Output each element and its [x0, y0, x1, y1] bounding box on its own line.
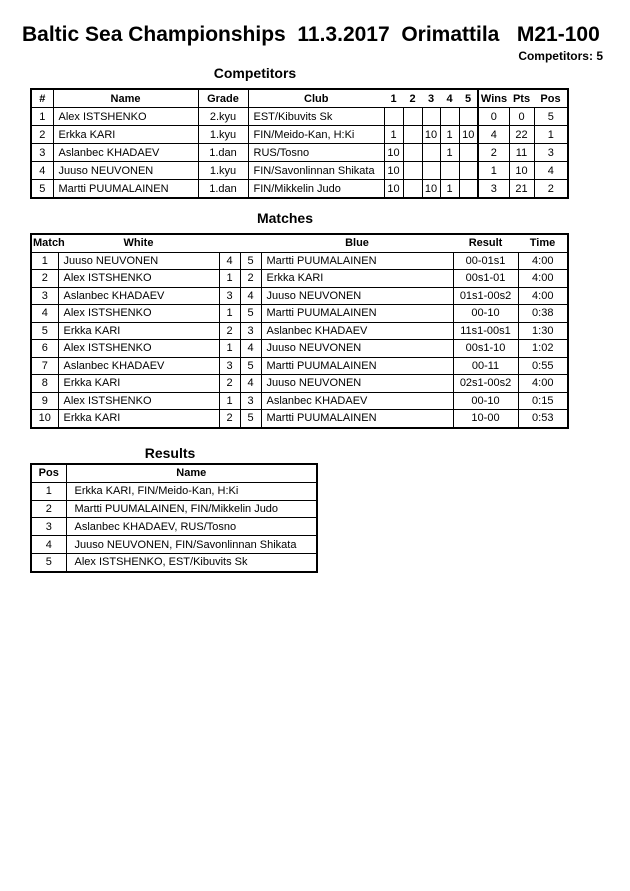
- competitor-num: 5: [31, 180, 53, 199]
- match-time: 1:02: [518, 340, 568, 358]
- competitor-score-4: 1: [440, 126, 459, 144]
- match-white-num: 3: [219, 287, 240, 305]
- match-row: [31, 287, 568, 305]
- match-row: [31, 270, 568, 288]
- results-body: [31, 482, 317, 571]
- competitor-pos: 1: [534, 126, 568, 144]
- match-result: 00-01s1: [453, 252, 518, 270]
- competitor-score-4: 1: [440, 144, 459, 162]
- match-row: [31, 322, 568, 340]
- match-result: 00-11: [453, 357, 518, 375]
- match-blue-num: 5: [240, 305, 261, 323]
- matches-col-blue: Blue: [261, 234, 453, 252]
- match-result: 11s1-00s1: [453, 322, 518, 340]
- result-pos: 5: [31, 553, 66, 571]
- match-number: 3: [31, 287, 58, 305]
- match-time: 0:55: [518, 357, 568, 375]
- match-white-name: Alex ISTSHENKO: [58, 392, 219, 410]
- match-result: 10-00: [453, 410, 518, 428]
- match-white-num: 2: [219, 375, 240, 393]
- match-white-name: Juuso NEUVONEN: [58, 252, 219, 270]
- competitors-col-r4: 4: [440, 89, 459, 108]
- match-number: 5: [31, 322, 58, 340]
- match-row: [31, 410, 568, 428]
- match-row: [31, 340, 568, 358]
- competitors-header-row: [31, 89, 568, 108]
- competitor-wins: 1: [478, 162, 509, 180]
- page-title: Baltic Sea Championships 11.3.2017 Orimattila M21-100: [22, 23, 600, 46]
- competitor-grade: 1.kyu: [198, 126, 248, 144]
- match-blue-num: 2: [240, 270, 261, 288]
- match-row: [31, 392, 568, 410]
- competitor-score-1: 10: [384, 180, 403, 199]
- match-white-num: 2: [219, 410, 240, 428]
- match-number: 7: [31, 357, 58, 375]
- matches-heading: Matches: [256, 210, 314, 226]
- results-table: [30, 463, 318, 573]
- match-white-num: 4: [219, 252, 240, 270]
- competitor-row: [31, 108, 568, 126]
- match-blue-name: Juuso NEUVONEN: [261, 375, 453, 393]
- competitor-score-5: 10: [459, 126, 478, 144]
- match-number: 10: [31, 410, 58, 428]
- match-white-num: 1: [219, 305, 240, 323]
- result-pos: 1: [31, 482, 66, 500]
- match-number: 6: [31, 340, 58, 358]
- competitor-score-4: [440, 108, 459, 126]
- competitor-score-3: 10: [422, 126, 440, 144]
- competitor-wins: 2: [478, 144, 509, 162]
- result-row: [31, 518, 317, 536]
- match-blue-num: 5: [240, 410, 261, 428]
- competitors-heading: Competitors: [213, 65, 297, 81]
- match-blue-num: 3: [240, 322, 261, 340]
- match-white-name: Alex ISTSHENKO: [58, 270, 219, 288]
- match-time: 0:53: [518, 410, 568, 428]
- competitor-row: [31, 180, 568, 199]
- competitor-score-3: [422, 162, 440, 180]
- competitor-grade: 2.kyu: [198, 108, 248, 126]
- competitor-name: Martti PUUMALAINEN: [53, 180, 198, 199]
- competitors-col-r5: 5: [459, 89, 478, 108]
- match-row: [31, 252, 568, 270]
- matches-col-white: White: [58, 234, 219, 252]
- competitor-score-1: [384, 108, 403, 126]
- match-number: 9: [31, 392, 58, 410]
- competitor-row: [31, 144, 568, 162]
- matches-header-row: [31, 234, 568, 252]
- competitor-score-2: [403, 126, 422, 144]
- competitor-pos: 5: [534, 108, 568, 126]
- competitors-table: [30, 88, 569, 199]
- competitors-col-r1: 1: [384, 89, 403, 108]
- competitor-grade: 1.dan: [198, 180, 248, 199]
- match-white-name: Erkka KARI: [58, 410, 219, 428]
- competitor-grade: 1.dan: [198, 144, 248, 162]
- competitor-name: Alex ISTSHENKO: [53, 108, 198, 126]
- result-row: [31, 500, 317, 518]
- matches-col-time: Time: [518, 234, 568, 252]
- competitor-name: Aslanbec KHADAEV: [53, 144, 198, 162]
- competitor-score-3: 10: [422, 180, 440, 199]
- competitor-score-5: [459, 108, 478, 126]
- match-number: 4: [31, 305, 58, 323]
- competitors-col-num: #: [31, 89, 53, 108]
- result-pos: 2: [31, 500, 66, 518]
- match-blue-num: 4: [240, 375, 261, 393]
- match-number: 1: [31, 252, 58, 270]
- competitor-score-1: 1: [384, 126, 403, 144]
- match-blue-num: 5: [240, 252, 261, 270]
- competitor-pos: 2: [534, 180, 568, 199]
- result-name: Aslanbec KHADAEV, RUS/Tosno: [66, 518, 317, 536]
- match-row: [31, 375, 568, 393]
- match-white-name: Alex ISTSHENKO: [58, 340, 219, 358]
- competitor-grade: 1.kyu: [198, 162, 248, 180]
- competitors-col-pos: Pos: [534, 89, 568, 108]
- match-time: 0:15: [518, 392, 568, 410]
- match-time: 4:00: [518, 287, 568, 305]
- competitor-pts: 10: [509, 162, 534, 180]
- competitors-count-label: Competitors: 5: [518, 49, 603, 63]
- result-pos: 3: [31, 518, 66, 536]
- match-result: 00-10: [453, 305, 518, 323]
- competitor-score-2: [403, 180, 422, 199]
- match-white-name: Erkka KARI: [58, 375, 219, 393]
- match-time: 4:00: [518, 375, 568, 393]
- match-blue-name: Martti PUUMALAINEN: [261, 305, 453, 323]
- competitor-pts: 22: [509, 126, 534, 144]
- competitor-row: [31, 162, 568, 180]
- match-blue-num: 3: [240, 392, 261, 410]
- competitor-wins: 0: [478, 108, 509, 126]
- competitors-col-r3: 3: [422, 89, 440, 108]
- match-white-name: Alex ISTSHENKO: [58, 305, 219, 323]
- competitor-score-3: [422, 144, 440, 162]
- competitor-name: Erkka KARI: [53, 126, 198, 144]
- match-time: 1:30: [518, 322, 568, 340]
- match-blue-name: Juuso NEUVONEN: [261, 287, 453, 305]
- match-blue-name: Aslanbec KHADAEV: [261, 392, 453, 410]
- competitors-col-club: Club: [248, 89, 384, 108]
- match-result: 00s1-10: [453, 340, 518, 358]
- competitor-club: EST/Kibuvits Sk: [248, 108, 384, 126]
- competitor-club: FIN/Mikkelin Judo: [248, 180, 384, 199]
- competitor-score-4: 1: [440, 180, 459, 199]
- match-blue-name: Martti PUUMALAINEN: [261, 252, 453, 270]
- match-number: 2: [31, 270, 58, 288]
- match-white-num: 1: [219, 392, 240, 410]
- matches-table: [30, 233, 569, 429]
- competitor-row: [31, 126, 568, 144]
- competitor-score-2: [403, 108, 422, 126]
- competitor-club: FIN/Savonlinnan Shikata: [248, 162, 384, 180]
- competitors-col-r2: 2: [403, 89, 422, 108]
- match-white-name: Erkka KARI: [58, 322, 219, 340]
- match-result: 01s1-00s2: [453, 287, 518, 305]
- result-row: [31, 482, 317, 500]
- competitor-wins: 4: [478, 126, 509, 144]
- competitor-club: FIN/Meido-Kan, H:Ki: [248, 126, 384, 144]
- matches-body: [31, 252, 568, 428]
- match-white-name: Aslanbec KHADAEV: [58, 357, 219, 375]
- match-number: 8: [31, 375, 58, 393]
- result-name: Juuso NEUVONEN, FIN/Savonlinnan Shikata: [66, 536, 317, 554]
- match-time: 0:38: [518, 305, 568, 323]
- competitor-score-1: 10: [384, 162, 403, 180]
- competitors-col-grade: Grade: [198, 89, 248, 108]
- result-name: Martti PUUMALAINEN, FIN/Mikkelin Judo: [66, 500, 317, 518]
- competitor-score-1: 10: [384, 144, 403, 162]
- matches-col-bnum: [240, 234, 261, 252]
- match-white-num: 2: [219, 322, 240, 340]
- match-row: [31, 305, 568, 323]
- competitor-wins: 3: [478, 180, 509, 199]
- match-result: 00s1-01: [453, 270, 518, 288]
- match-row: [31, 357, 568, 375]
- result-row: [31, 536, 317, 554]
- competitor-score-5: [459, 144, 478, 162]
- competitors-col-wins: Wins: [478, 89, 509, 108]
- match-white-num: 3: [219, 357, 240, 375]
- match-blue-name: Martti PUUMALAINEN: [261, 357, 453, 375]
- match-white-num: 1: [219, 340, 240, 358]
- result-row: [31, 553, 317, 571]
- match-blue-name: Martti PUUMALAINEN: [261, 410, 453, 428]
- competitor-pos: 4: [534, 162, 568, 180]
- competitor-score-5: [459, 162, 478, 180]
- results-col-pos: Pos: [31, 464, 66, 482]
- matches-col-match: Match: [31, 234, 58, 252]
- result-pos: 4: [31, 536, 66, 554]
- competitor-club: RUS/Tosno: [248, 144, 384, 162]
- result-name: Alex ISTSHENKO, EST/Kibuvits Sk: [66, 553, 317, 571]
- match-blue-name: Erkka KARI: [261, 270, 453, 288]
- match-blue-num: 4: [240, 340, 261, 358]
- match-white-name: Aslanbec KHADAEV: [58, 287, 219, 305]
- match-blue-num: 4: [240, 287, 261, 305]
- competitor-name: Juuso NEUVONEN: [53, 162, 198, 180]
- matches-col-result: Result: [453, 234, 518, 252]
- competitor-score-5: [459, 180, 478, 199]
- match-blue-name: Juuso NEUVONEN: [261, 340, 453, 358]
- match-time: 4:00: [518, 270, 568, 288]
- results-heading: Results: [144, 445, 196, 461]
- competitor-score-4: [440, 162, 459, 180]
- match-result: 00-10: [453, 392, 518, 410]
- match-time: 4:00: [518, 252, 568, 270]
- competitor-pts: 0: [509, 108, 534, 126]
- competitor-num: 1: [31, 108, 53, 126]
- competitor-pts: 21: [509, 180, 534, 199]
- competitor-score-3: [422, 108, 440, 126]
- results-col-name: Name: [66, 464, 317, 482]
- result-name: Erkka KARI, FIN/Meido-Kan, H:Ki: [66, 482, 317, 500]
- match-white-num: 1: [219, 270, 240, 288]
- competitors-col-name: Name: [53, 89, 198, 108]
- competitor-pos: 3: [534, 144, 568, 162]
- competitor-num: 3: [31, 144, 53, 162]
- matches-col-wnum: [219, 234, 240, 252]
- competitor-num: 4: [31, 162, 53, 180]
- match-blue-num: 5: [240, 357, 261, 375]
- competitor-score-2: [403, 162, 422, 180]
- competitors-body: [31, 108, 568, 199]
- competitor-score-2: [403, 144, 422, 162]
- match-result: 02s1-00s2: [453, 375, 518, 393]
- results-header-row: [31, 464, 317, 482]
- match-blue-name: Aslanbec KHADAEV: [261, 322, 453, 340]
- competitor-num: 2: [31, 126, 53, 144]
- competitor-pts: 11: [509, 144, 534, 162]
- competitors-col-pts: Pts: [509, 89, 534, 108]
